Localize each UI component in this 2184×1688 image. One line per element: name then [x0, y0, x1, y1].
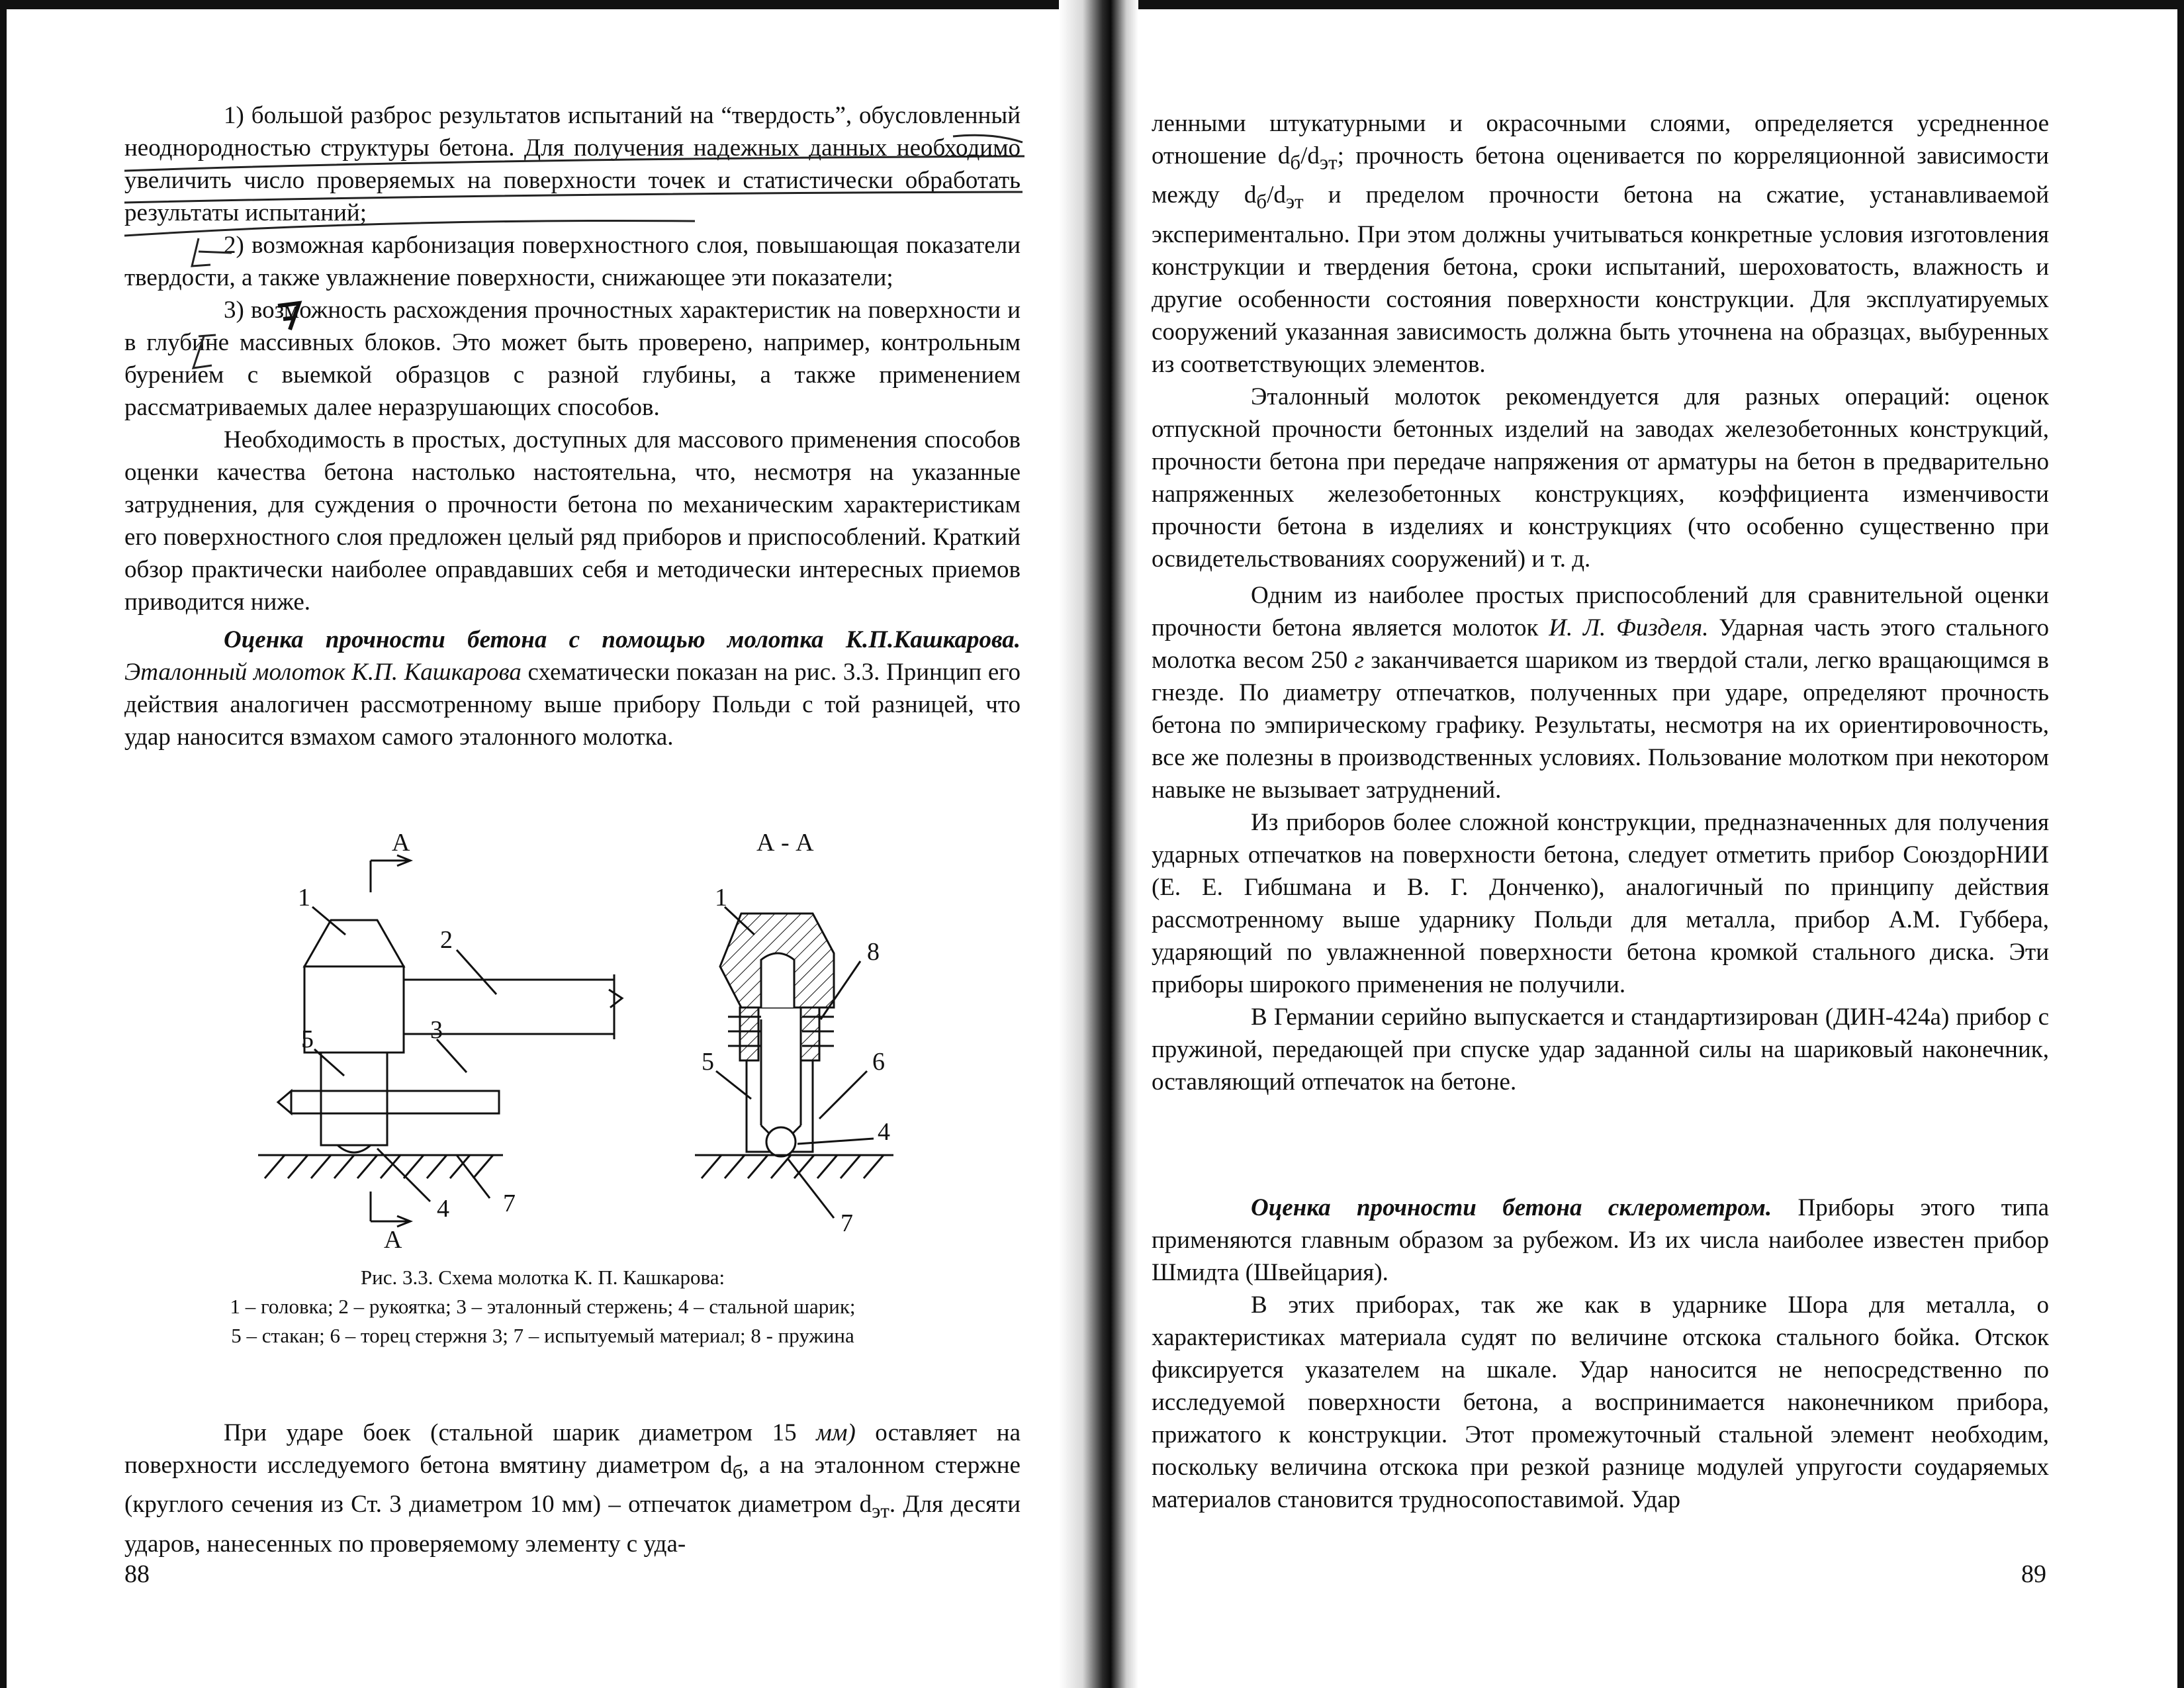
impact-text-2: оставляет на поверхности исследуемого бетона вмятину диаметром d — [124, 1419, 1021, 1479]
right-paragraph-6: В этих приборах, так же как в ударнике Шора для металла, о характеристиках материала судят по величине отскока стального бойка. Отскок фиксируется указателем на шкале. Удар наносится не непосредственно по исследуемой поверхности бетона, а воспринимается наконечником прибора, прижатого к конструкции. Этот промежуточный стальной элемент необходим, поскольку величина отскока при резкой разнице модулей упругости соударяемых материалов становится трудносопоставимой. Удар — [1152, 1291, 2049, 1513]
label-a-top: А — [392, 829, 410, 857]
right-paragraph-5: В Германии серийно выпускается и стандартизирован (ДИН-424а) прибор с пружиной, передающей при спуске удар заданной силы на шариковый наконечник, оставляющий отпечаток на бетоне. — [1152, 1003, 2049, 1096]
hammer-head — [304, 920, 404, 966]
impact-unit: мм) — [816, 1419, 856, 1446]
section-view — [695, 907, 893, 1218]
pen-underline-4 — [124, 220, 695, 236]
impact-sub-b: б — [732, 1460, 743, 1483]
r-p3-b: Ударная часть этого стального молотка весом 250 — [1152, 614, 2049, 674]
steel-ball — [338, 1145, 371, 1152]
section-sleeve-left — [740, 1008, 758, 1060]
sclerometer-text: Приборы этого типа применяются главным образом за рубежом. Из их числа наиболее известен прибор Шмидта (Швейцария). — [1152, 1194, 2050, 1286]
section-heading: Оценка прочности бетона с помощью молотка К.П.Кашкарова. — [224, 626, 1021, 653]
side-num-5: 5 — [301, 1025, 314, 1053]
sclerometer-heading: Оценка прочности бетона склерометром. — [1251, 1194, 1772, 1221]
side-num-3: 3 — [430, 1016, 443, 1044]
r-p1-d: /d — [1267, 181, 1286, 209]
caption-line-3: 5 – стакан; 6 – торец стержня 3; 7 – испытуемый материал; 8 - пружина — [231, 1324, 854, 1347]
pen-underline-1 — [953, 135, 1023, 142]
r-p1-b: /d — [1300, 142, 1320, 169]
right-page — [1117, 0, 2184, 1688]
side-num-1: 1 — [298, 884, 310, 912]
section-ground-hatch — [702, 1155, 884, 1178]
section-text: схематически показан на рис. 3.3. Принцип его действия аналогичен рассмотренному выше прибору Польди с той разницей, что удар наносится взмахом самого эталонного молотка. — [124, 659, 1021, 751]
caption-line-1: Рис. 3.3. Схема молотка К. П. Кашкарова: — [360, 1266, 725, 1289]
r-p3-unit: г — [1354, 646, 1365, 674]
sclerometer-paragraph — [1152, 1192, 2049, 1289]
label-a-bottom: А — [384, 1226, 402, 1254]
pen-mark-bracket-2 — [193, 335, 216, 368]
r-p1-a: ленными штукатурными и окрасочными слоями, определяется усредненное отношение d — [1152, 110, 2049, 169]
r-p1-sub2: эт — [1319, 151, 1338, 174]
r-p1-sub1: б — [1290, 151, 1301, 174]
side-num-4: 4 — [437, 1195, 449, 1223]
caption-line-2: 1 – головка; 2 – рукоятка; 3 – эталонный стержень; 4 – стальной шарик; — [230, 1295, 856, 1318]
right-paragraph-1 — [1152, 107, 2049, 381]
pen-underline-3 — [124, 192, 1023, 203]
section-num-1: 1 — [715, 884, 727, 912]
reference-rod — [278, 1091, 499, 1113]
section-num-4: 4 — [878, 1118, 890, 1146]
impact-text-3: , а на эталонном стержне (круглого сечения из Ст. 3 диаметром 10 мм) – отпечаток диаметром d — [124, 1452, 1021, 1519]
r-p1-sub4: эт — [1285, 190, 1304, 213]
section-sleeve-right — [801, 1008, 819, 1060]
r-p1-e: и пределом прочности бетона на сжатие, устанавливаемой экспериментально. При этом должны учитываться конкретные условия изготовления конструкции и твердения бетона, сроки испытаний, шероховатость, влажность и другие особенности состояния поверхности конструкции. Для эксплуатируемых сооружений указанная зависимость должна быть уточнена на образцах, выбуренных из соответствующих элементов. — [1152, 181, 2050, 378]
handwritten-marks — [0, 0, 1059, 397]
left-bottom-text — [124, 1417, 1021, 1560]
r-p1-c: ; прочность бетона оценивается по корреляционной зависимости между d — [1152, 142, 2049, 209]
pen-mark-bracket-1 — [192, 238, 232, 266]
section-num-6: 6 — [872, 1048, 885, 1076]
section-rod — [761, 1019, 801, 1135]
impact-text-4: . Для десяти ударов, нанесенных по проверяемому элементу с уда- — [124, 1491, 1021, 1558]
figure-kashkarov-hammer — [238, 821, 900, 1258]
section-ball — [766, 1127, 796, 1156]
paragraph-4: Необходимость в простых, доступных для массового применения способов оценки качества бетона настолько настоятельна, что, несмотря на указанные затруднения, для суждения о прочности бетона по механическим характеристикам его поверхностного слоя предложен целый ряд приборов и приспособлений. Краткий обзор практически наиболее оправдавших себя и методически интересных приемов приводится ниже. — [124, 426, 1021, 616]
r-p3-name: И. Л. Физделя. — [1549, 614, 1709, 641]
right-paragraph-4: Из приборов более сложной конструкции, предназначенных для получения ударных отпечатков на поверхности бетона, следует отметить прибор СоюздорНИИ (Е. Е. Гибшмана и В. Г. Донченко), аналогичный по принципу действия рассмотренному выше ударнику Польди для металла, прибор А.М. Губбера, ударяющий по увлажненной поверхности бетона кромкой стального диска. Эти приборы широкого применения не получили. — [1152, 808, 2049, 998]
section-num-7: 7 — [841, 1209, 853, 1237]
section-num-8: 8 — [867, 938, 880, 966]
section-head-slot — [761, 953, 794, 1008]
right-top-text — [1152, 107, 2049, 1098]
r-p1-sub3: б — [1256, 190, 1267, 213]
figure-caption — [159, 1263, 927, 1350]
section-num-5: 5 — [702, 1048, 714, 1076]
right-paragraph-3 — [1152, 579, 2049, 806]
label-aa: А - А — [756, 829, 814, 857]
left-page — [0, 0, 1080, 1688]
section-paragraph — [124, 624, 1021, 753]
right-bottom-text — [1152, 1192, 2049, 1516]
paragraph-3: 3) возможность расхождения прочностных характеристик на поверхности и в глубине массивных блоков. Это может быть проверено, например, контрольным бурением с выемкой образцов с разной глубины, а также применением рассматриваемых далее неразрушающих способов. — [124, 297, 1021, 421]
page-number-left: 88 — [124, 1560, 150, 1588]
r-p3-a: Одним из наиболее простых приспособлений для сравнительной оценки прочности бетона является молоток — [1152, 581, 2049, 641]
cup — [321, 1053, 387, 1145]
section-italic: Эталонный молоток К.П. Кашкарова — [124, 659, 522, 686]
impact-sub-et: эт — [872, 1499, 889, 1523]
impact-text-1: При ударе боек (стальной шарик диаметром 15 — [224, 1419, 817, 1446]
pen-underline-2 — [124, 156, 1024, 171]
section-mark-top — [371, 855, 410, 892]
paragraph-2: 2) возможная карбонизация поверхностного слоя, повышающая показатели твердости, а также увлажнение поверхности, снижающее эти показатели; — [124, 232, 1021, 291]
pen-mark-3 — [278, 303, 299, 330]
side-num-7: 7 — [503, 1190, 516, 1217]
paragraph-1: 1) большой разброс результатов испытаний на “твердость”, обусловленный неоднородностью структуры бетона. Для получения надежных данных необходимо увеличить число проверяемых на поверхности точек и статистически обработать результаты испытаний; — [124, 102, 1021, 226]
hammer-body — [304, 966, 404, 1053]
page-number-right: 89 — [2021, 1560, 2046, 1588]
right-paragraph-2: Эталонный молоток рекомендуется для разных операций: оценок отпускной прочности бетонных изделий на заводах железобетонных конструкций, прочности бетона при передаче напряжения от арматуры на бетон в предварительно напряженных железобетонных конструкциях, коэффициента изменчивости прочности бетона в изделиях и конструкциях (что особенно существенно при освидетельствованиях сооружений) и т. д. — [1152, 383, 2049, 573]
section-mark-bottom — [371, 1192, 410, 1227]
impact-paragraph — [124, 1417, 1021, 1560]
r-p3-c: заканчивается шариком из твердой стали, легко вращающимся в гнезде. По диаметру отпечатков, полученных при ударе, определяют прочность бетона по эмпирическому графику. Результаты, несмотря на их ориентировочность, все же полезны в производственных условиях. Пользование молотком при некотором навыке не вызывает затруднений. — [1152, 646, 2049, 804]
side-num-2: 2 — [440, 926, 453, 954]
